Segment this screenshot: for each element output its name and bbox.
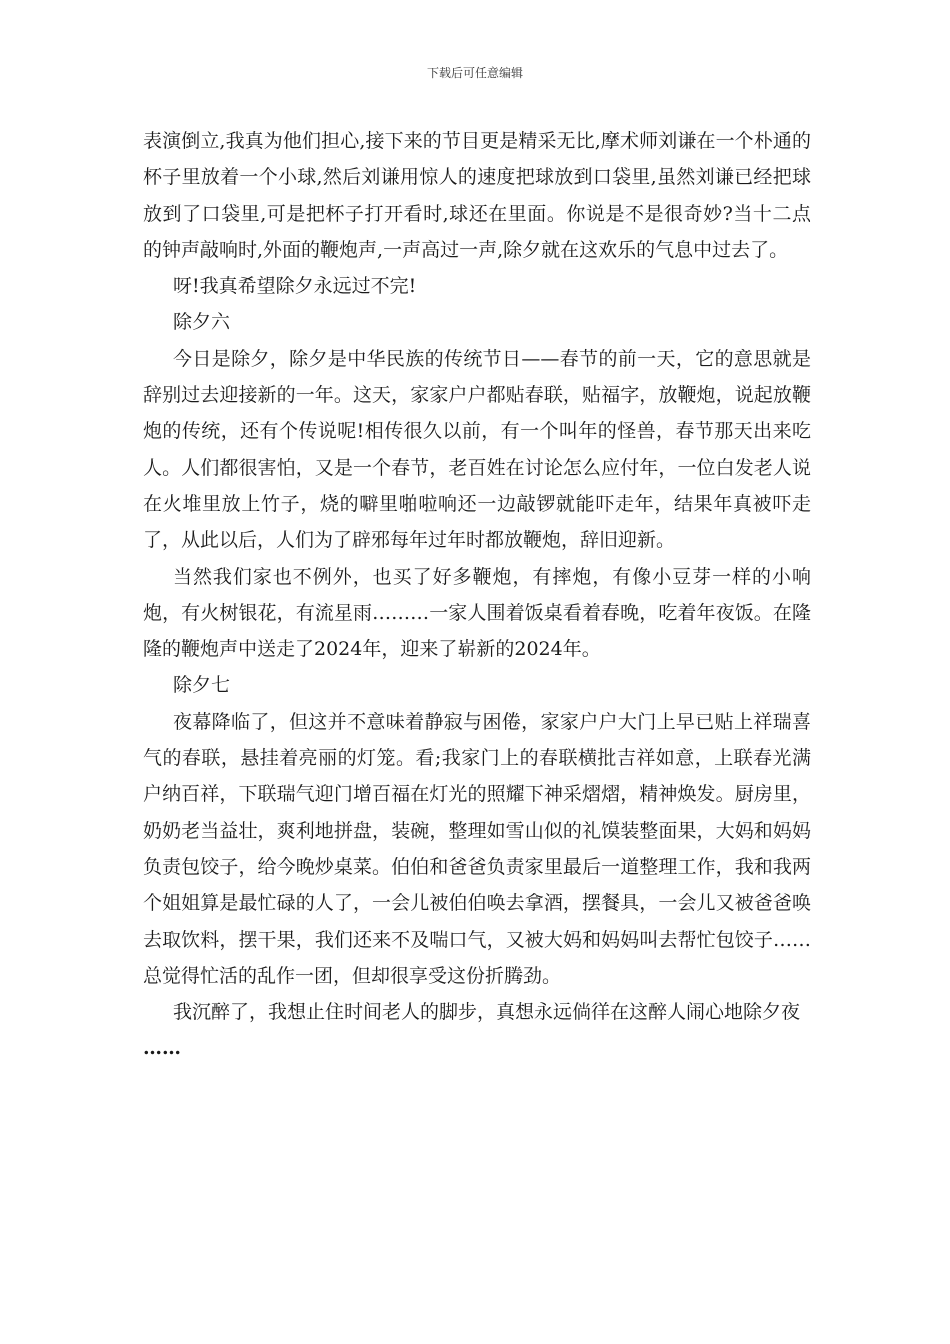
section-heading: 除夕六 (173, 311, 231, 334)
paragraph: 表演倒立,我真为他们担心,接下来的节目更是精采无比,摩术师刘谦在一个朴通的杯子里放着一个小球,然后刘谦用惊人的速度把球放到口袋里,虽然刘谦已经把球放到了口袋里,可是把杯子打开看时,球还在里面。你说是不是很奇妙?当十二点的钟声敲响时,外面的鞭炮声,一声高过一声,除夕就在这欢乐的气息中过去了。 (143, 130, 811, 261)
document-body (143, 123, 811, 1067)
paragraph: 我沉醉了，我想止住时间老人的脚步，真想永远倘徉在这醉人闹心地除夕夜 (173, 1001, 801, 1024)
paragraph: 呀!我真希望除夕永远过不完! (173, 275, 417, 298)
paragraph: 夜幕降临了，但这并不意味着静寂与困倦，家家户户大门上早已贴上祥瑞喜气的春联，悬挂着亮丽的灯笼。看;我家门上的春联横批吉祥如意，上联春光满户纳百祥，下联瑞气迎门增百福在灯光的照耀下神采熠熠，精神焕发。厨房里，奶奶老当益壮，爽利地拼盘，装碗，整理如雪山似的礼馍装整面果，大妈和妈妈负责包饺子，给今晚炒桌菜。伯伯和爸爸负责家里最后一道整理工作，我和我两个姐姐算是最忙碌的人了，一会儿被伯伯唤去拿酒，摆餐具，一会儿又被爸爸唤去取饮料，摆干果，我们还来不及喘口气，又被大妈和妈妈叫去帮忙包饺子……总觉得忙活的乱作一团，但却很享受这份折腾劲。 (143, 710, 811, 987)
page-header: 下载后可任意编辑 (426, 66, 523, 80)
paragraph: 今日是除夕，除夕是中华民族的传统节日——春节的前一天，它的意思就是辞别过去迎接新的一年。这天，家家户户都贴春联，贴福字，放鞭炮，说起放鞭炮的传统，还有个传说呢!相传很久以前，有一个叫年的怪兽，春节那天出来吃人。人们都很害怕，又是一个春节，老百姓在讨论怎么应付年，一位白发老人说在火堆里放上竹子，烧的噼里啪啦响还一边敲锣就能吓走年，结果年真被吓走了，从此以后，人们为了辟邪每年过年时都放鞭炮，辞旧迎新。 (143, 347, 811, 552)
paragraph-ellipsis: …… (143, 1037, 181, 1060)
section-heading: 除夕七 (173, 674, 231, 697)
paragraph: 当然我们家也不例外，也买了好多鞭炮，有摔炮，有像小豆芽一样的小响炮，有火树银花，有流星雨………一家人围着饭桌看着春晚，吃着年夜饭。在隆隆的鞭炮声中送走了2024年，迎来了崭新的2024年。 (143, 565, 811, 661)
